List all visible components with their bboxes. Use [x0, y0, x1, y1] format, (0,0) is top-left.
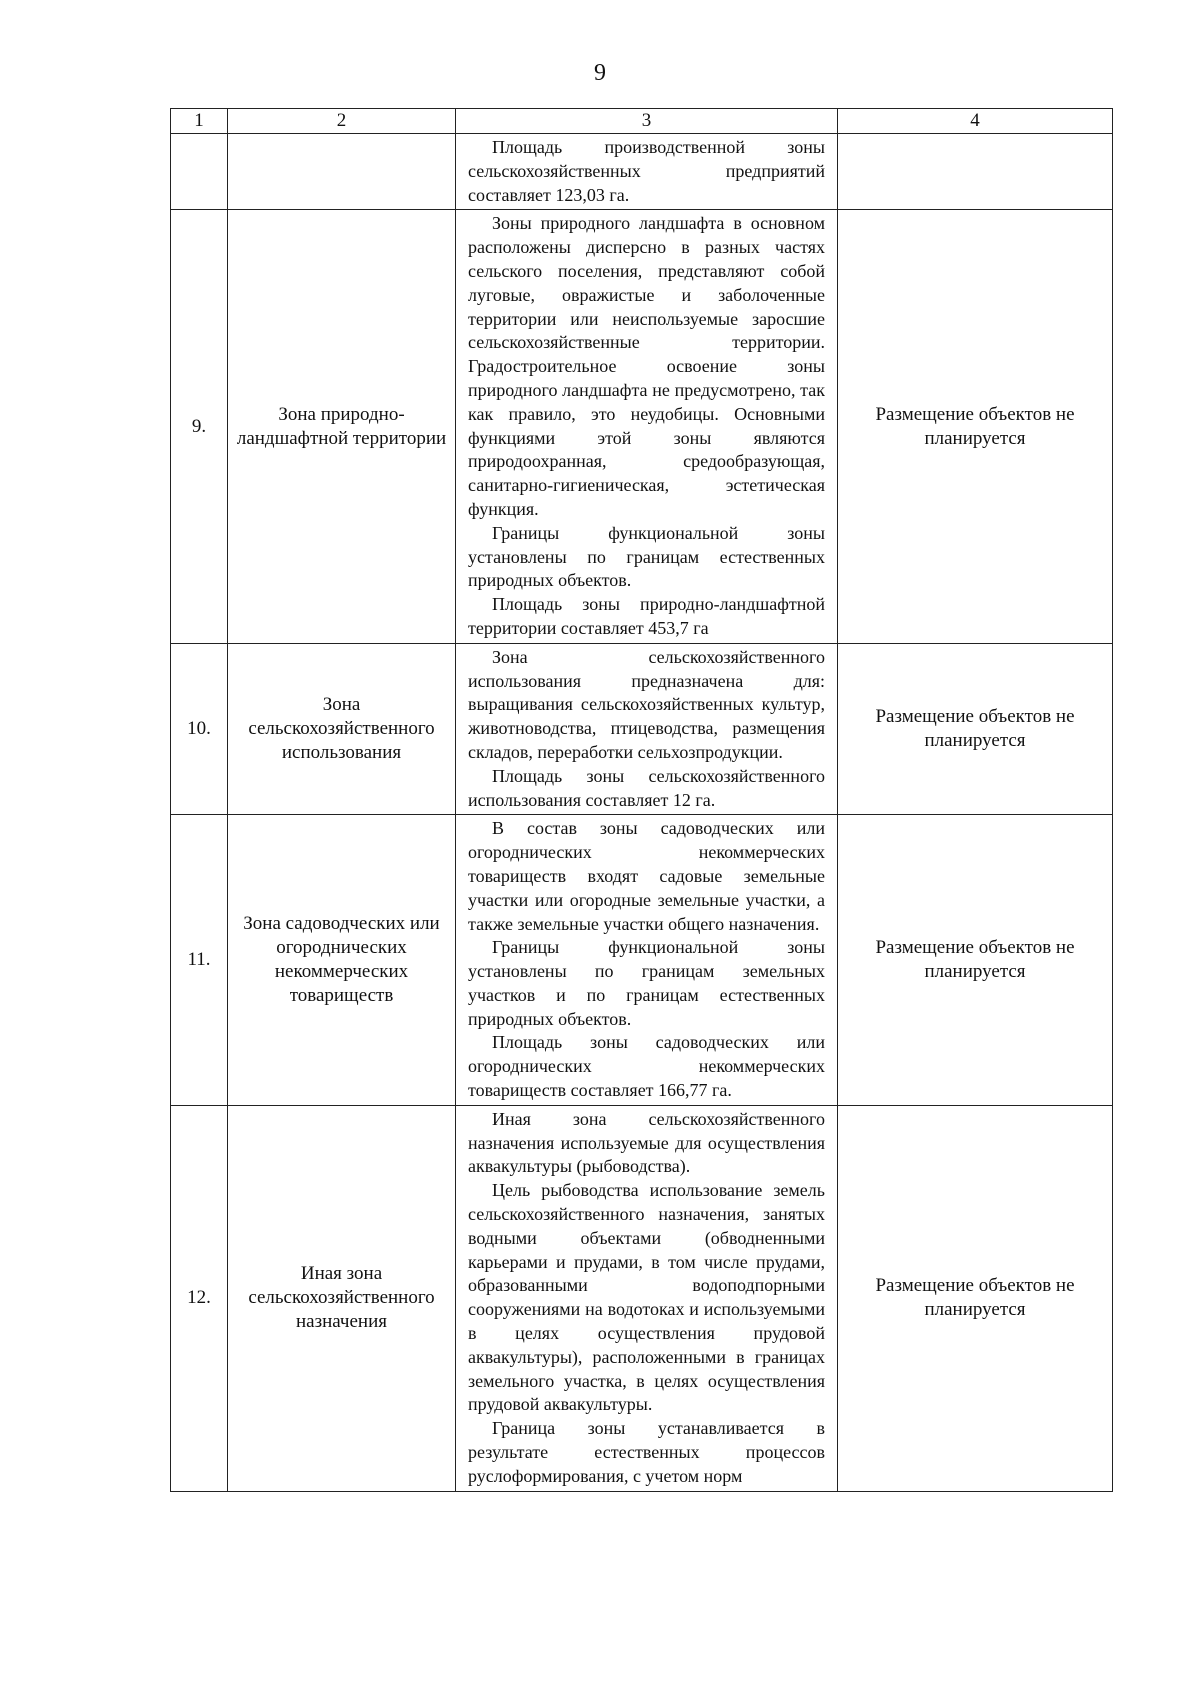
zone-name: Зона садоводческих или огороднических некоммерческих товариществ — [228, 815, 456, 1106]
table-row — [171, 643, 1113, 815]
description-paragraph: Граница зоны устанавливается в результате естественных процессов руслоформирования, с учетом норм — [468, 1418, 825, 1486]
zone-description — [456, 1105, 838, 1491]
row-number — [171, 134, 228, 210]
row-number: 9. — [171, 210, 228, 643]
column-header: 1 — [171, 109, 228, 134]
placement-note: Размещение объектов не планируется — [838, 815, 1113, 1106]
placement-note: Размещение объектов не планируется — [838, 643, 1113, 815]
description-paragraph: Площадь зоны сельскохозяйственного использования составляет 12 га. — [468, 765, 825, 810]
table-row — [171, 1105, 1113, 1491]
zone-name — [228, 134, 456, 210]
description-paragraph: Площадь производственной зоны сельскохозяйственных предприятий составляет 123,03 га. — [468, 137, 825, 205]
description-paragraph: Границы функциональной зоны установлены по границам земельных участков и по границам естественных природных объектов. — [468, 937, 825, 1029]
row-number: 11. — [171, 815, 228, 1106]
description-paragraph: Иная зона сельскохозяйственного назначения используемые для осуществления аквакультуры (рыбоводства). — [468, 1108, 825, 1177]
description-paragraph: Площадь зоны садоводческих или огороднических некоммерческих товариществ составляет 166,77 га. — [468, 1032, 825, 1101]
zone-name: Зона сельскохозяйственного использования — [228, 643, 456, 815]
description-paragraph: Площадь зоны природно-ландшафтной территории составляет 453,7 га — [468, 594, 825, 638]
row-number: 10. — [171, 643, 228, 815]
placement-note: Размещение объектов не планируется — [838, 210, 1113, 643]
zones-table — [170, 108, 1113, 1492]
column-header: 4 — [838, 109, 1113, 134]
zone-name: Иная зона сельскохозяйственного назначения — [228, 1105, 456, 1491]
table-row — [171, 210, 1113, 643]
description-paragraph: В состав зоны садоводческих или огороднических некоммерческих товариществ входят садовые земельные участки или огородные земельные участки, а также земельные участки общего назначения. — [468, 818, 825, 934]
zone-description — [456, 815, 838, 1106]
zone-description — [456, 210, 838, 643]
description-paragraph: Зона сельскохозяйственного использования предназначена для: выращивания сельскохозяйственных культур, животноводства, птицеводства, размещения складов, переработки сельхозпродукции. — [468, 646, 825, 762]
table-row — [171, 134, 1113, 210]
page-number: 9 — [594, 60, 606, 86]
header-row — [171, 109, 1113, 134]
column-header: 3 — [456, 109, 838, 134]
description-paragraph: Границы функциональной зоны установлены по границам естественных природных объектов. — [468, 522, 825, 591]
row-number: 12. — [171, 1105, 228, 1491]
placement-note — [838, 134, 1113, 210]
placement-note: Размещение объектов не планируется — [838, 1105, 1113, 1491]
description-paragraph: Цель рыбоводства использование земель сельскохозяйственного назначения, занятых водными объектами (обводненными карьерами и прудами, в том числе прудами, образованными водоподпорными сооружениями на водотоках и используемыми в целях осуществления прудовой аквакультуры), расположенными в границах земельного участка, в целях осуществления прудовой аквакультуры. — [468, 1180, 825, 1415]
column-header: 2 — [228, 109, 456, 134]
description-paragraph: Зоны природного ландшафта в основном расположены дисперсно в разных частях сельского поселения, представляют собой луговые, овражистые и заболоченные территории или неиспользуемые заросшие сельскохозяйственные территории. Градостроительное освоение зоны природного ландшафта не предусмотрено, так как правило, это неудобицы. Основными функциями этой зоны являются природоохранная, средообразующая, санитарно-гигиеническая, эстетическая функция. — [468, 213, 825, 519]
zone-name: Зона природно-ландшафтной территории — [228, 210, 456, 643]
table-row — [171, 815, 1113, 1106]
zone-description — [456, 134, 838, 210]
zone-description — [456, 643, 838, 815]
